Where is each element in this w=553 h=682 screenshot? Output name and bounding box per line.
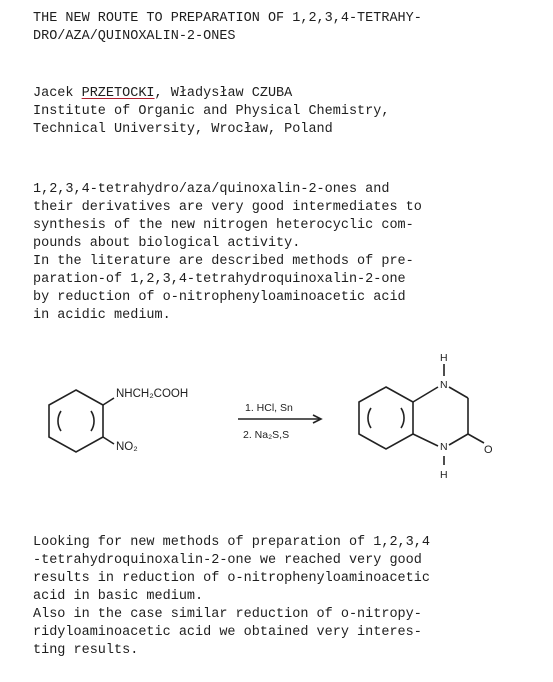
author-first-surname: PRZETOCKI <box>81 86 155 101</box>
paragraph1-line: by reduction of o-nitrophenyloaminoacetic acid <box>33 290 406 305</box>
product-inner-ring <box>368 408 404 428</box>
product-h-bottom: H <box>440 469 448 481</box>
product-n-top: N <box>440 379 448 391</box>
title-line-1: THE NEW ROUTE TO PREPARATION OF 1,2,3,4-TETRAHY- <box>33 11 422 26</box>
paragraph1-line: In the literature are described methods of pre- <box>33 254 414 269</box>
reaction-step-2: 2. Na₂S,S <box>243 429 290 441</box>
reactant-substituent-2: NO₂ <box>116 441 138 453</box>
product-benzene-ring <box>359 387 413 449</box>
paragraph2-line: ting results. <box>33 643 139 658</box>
paragraph1-line: 1,2,3,4-tetrahydro/aza/quinoxalin-2-ones and <box>33 182 390 197</box>
product-bond-co-n4 <box>449 434 468 445</box>
reactant-benzene-ring <box>49 390 103 452</box>
product-bond-co <box>468 434 484 443</box>
paragraph1-line: synthesis of the new nitrogen heterocyclic com- <box>33 218 414 233</box>
paragraph2-line: ridyloaminoacetic acid we obtained very interes- <box>33 625 422 640</box>
paragraph2-line: acid in basic medium. <box>33 589 204 604</box>
reaction-step-1: 1. HCl, Sn <box>245 402 293 414</box>
affiliation-line-2: Technical University, Wrocław, Poland <box>33 122 333 137</box>
title-line-2: DRO/AZA/QUINOXALIN-2-ONES <box>33 29 236 44</box>
product-bond-n1 <box>413 387 438 402</box>
paragraph2-line: Also in the case similar reduction of o-nitropy- <box>33 607 422 622</box>
paragraph2-line: results in reduction of o-nitrophenyloaminoacetic <box>33 571 430 586</box>
paragraph1-line: their derivatives are very good intermediates to <box>33 200 422 215</box>
paragraph1-line: paration-of 1,2,3,4-tetrahydroquinoxalin-2-one <box>33 272 406 287</box>
reactant-substituent-1: NHCH₂COOH <box>116 388 189 400</box>
paragraph1-line: pounds about biological activity. <box>33 236 301 251</box>
paragraph1-line: in acidic medium. <box>33 308 171 323</box>
reaction-scheme <box>0 340 553 500</box>
product-n-bottom: N <box>440 441 448 453</box>
product-h-top: H <box>440 352 448 364</box>
product-o: O <box>484 444 493 456</box>
paragraph2-line: -tetrahydroquinoxalin-2-one we reached very good <box>33 553 422 568</box>
reactant-bond-bottom <box>103 437 114 444</box>
product-bond-n4 <box>413 434 438 446</box>
author-first-prefix: Jacek <box>33 86 82 101</box>
authors-line <box>33 85 292 103</box>
reactant-bond-top <box>103 398 114 405</box>
affiliation-line-1: Institute of Organic and Physical Chemistry, <box>33 104 390 119</box>
reactant-inner-ring <box>58 411 94 431</box>
paragraph2-line: Looking for new methods of preparation of 1,2,3,4 <box>33 535 430 550</box>
authors-rest: , Władysław CZUBA <box>154 86 293 101</box>
product-bond-ch2 <box>449 387 468 398</box>
